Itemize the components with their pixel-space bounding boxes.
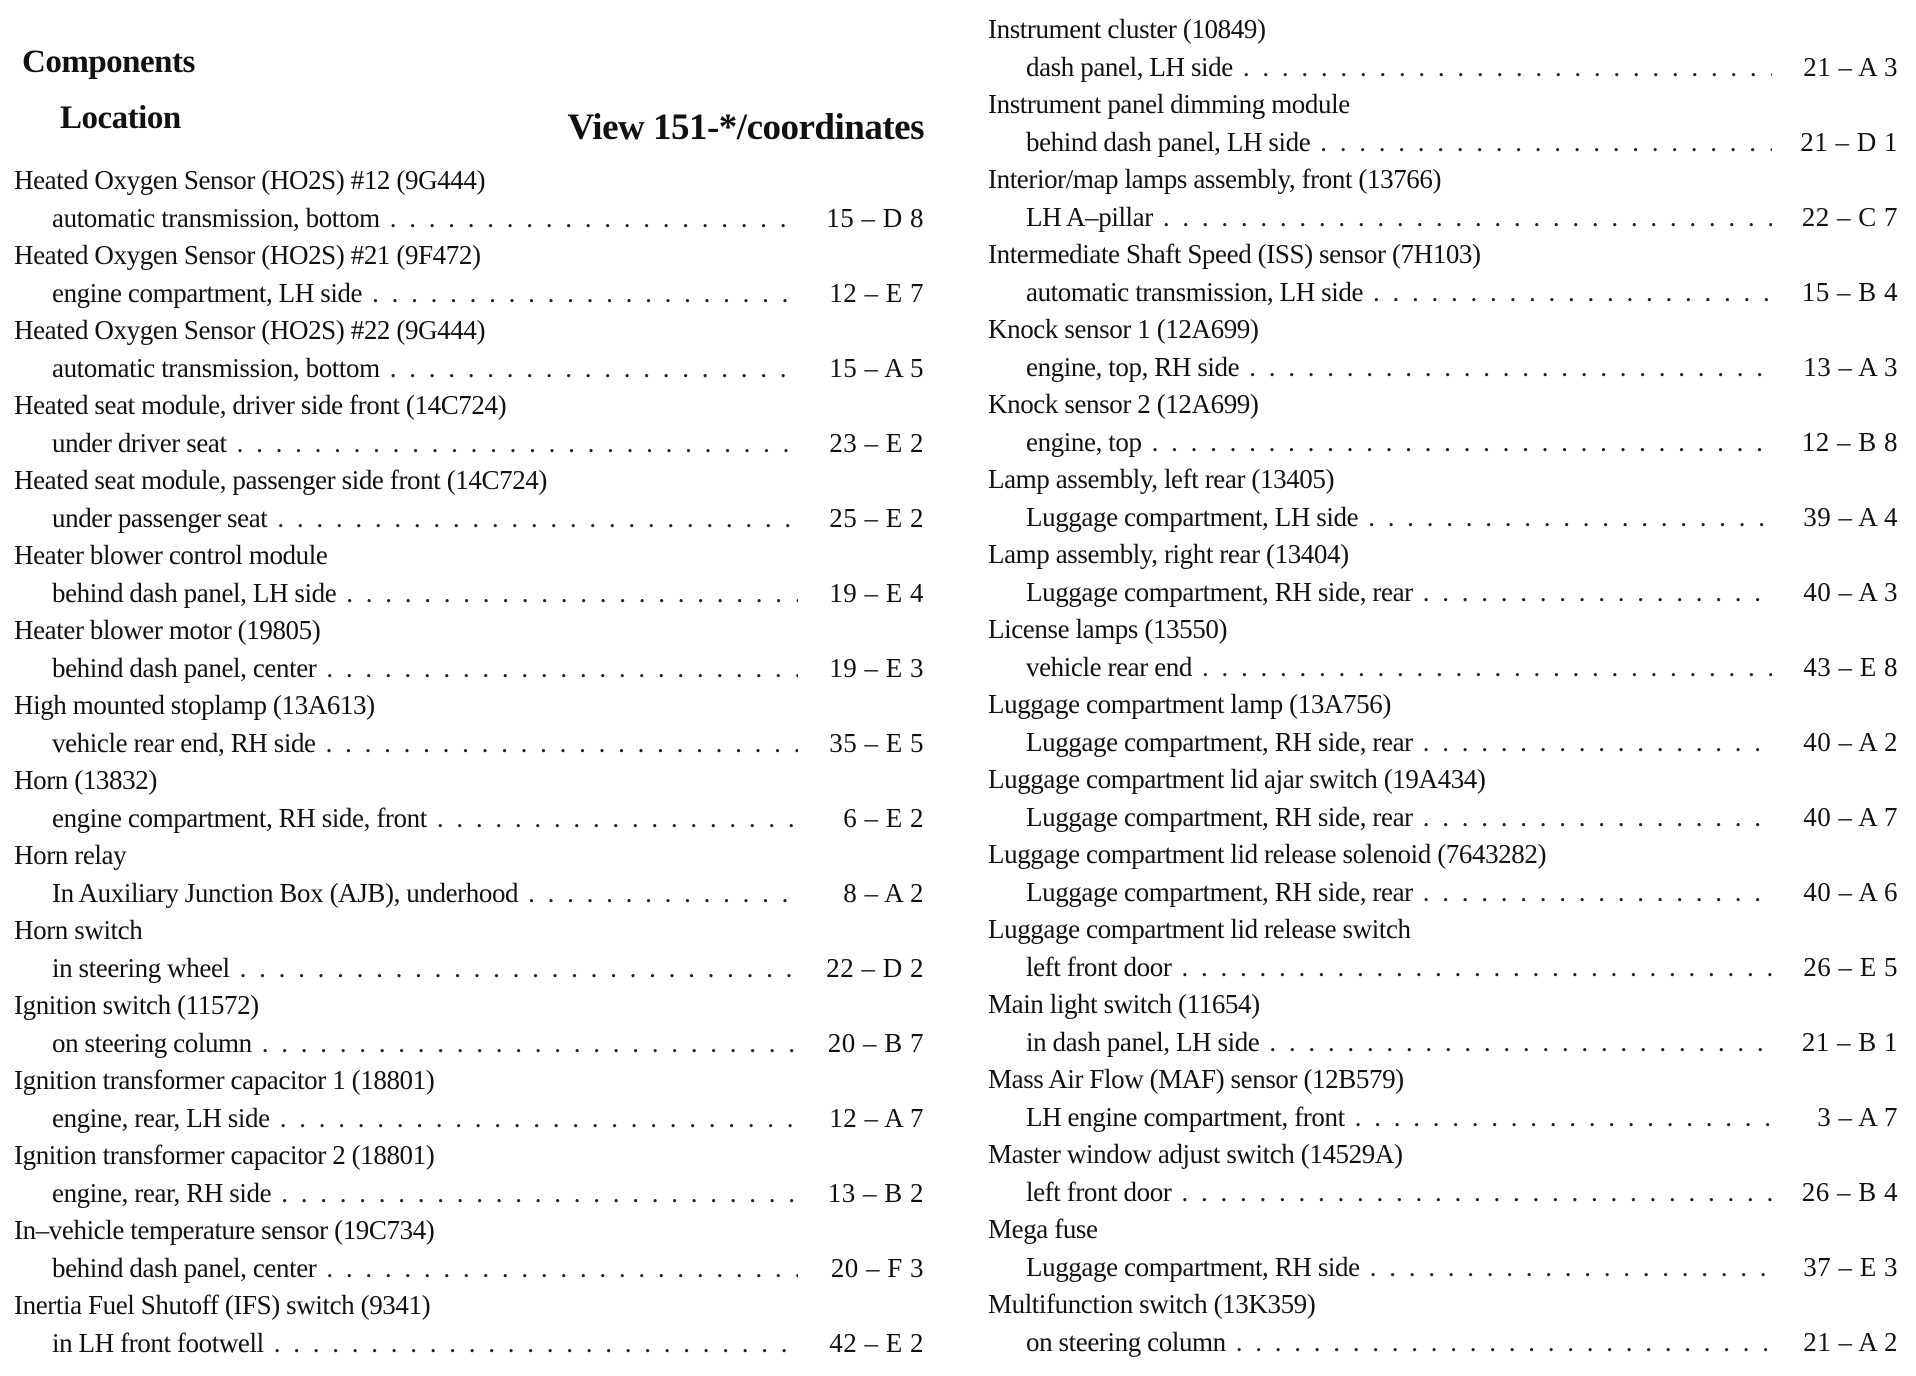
view-coordinate: 20 – B 7 [827, 1027, 924, 1058]
dot-leader [1355, 1099, 1772, 1137]
view-coordinate: 26 – B 4 [1801, 1176, 1898, 1207]
component-location: left front door [1026, 1176, 1172, 1207]
view-coordinate: 35 – E 5 [829, 727, 924, 758]
component-entry [988, 1136, 1898, 1211]
component-location-line [988, 874, 1898, 912]
component-name: Ignition switch (11572) [14, 990, 259, 1020]
component-location-line [988, 649, 1898, 687]
component-entry [988, 911, 1898, 986]
component-name: Horn (13832) [14, 765, 157, 795]
component-location-line [14, 500, 924, 538]
component-location-line [14, 1250, 924, 1288]
component-entry [988, 986, 1898, 1061]
component-name: Multifunction switch (13K359) [988, 1289, 1316, 1319]
dot-leader [372, 275, 798, 313]
component-name: Ignition transformer capacitor 2 (18801) [14, 1140, 435, 1170]
view-coordinate: 12 – E 7 [829, 277, 924, 308]
component-entry [14, 537, 924, 612]
component-location-line [988, 49, 1898, 87]
dot-leader [237, 425, 798, 463]
view-coordinate: 15 – B 4 [1801, 276, 1898, 307]
component-entry [988, 761, 1898, 836]
component-location-line [988, 1249, 1898, 1287]
component-location-line [14, 200, 924, 238]
dot-leader [1423, 799, 1772, 837]
component-name: Luggage compartment lid release switch [988, 914, 1411, 944]
left-entry-list [14, 162, 924, 1362]
dot-leader [1163, 199, 1772, 237]
component-entry [14, 687, 924, 762]
dot-leader [326, 1250, 798, 1288]
component-location-line [14, 425, 924, 463]
component-location-line [988, 199, 1898, 237]
component-entry [14, 762, 924, 837]
component-entry [988, 311, 1898, 386]
component-location-line [988, 949, 1898, 987]
component-name: In–vehicle temperature sensor (19C734) [14, 1215, 435, 1245]
component-location-line [14, 1100, 924, 1138]
view-coordinate: 12 – B 8 [1801, 426, 1898, 457]
component-location-line [988, 799, 1898, 837]
dot-leader [1152, 424, 1772, 462]
component-name: Heated Oxygen Sensor (HO2S) #22 (9G444) [14, 315, 486, 345]
component-location: Luggage compartment, RH side, rear [1026, 726, 1413, 757]
component-location: engine, rear, RH side [52, 1177, 272, 1208]
component-entry [14, 1137, 924, 1212]
dot-leader [274, 1325, 798, 1363]
component-entry [988, 11, 1898, 86]
component-entry [988, 86, 1898, 161]
component-name: Luggage compartment lamp (13A756) [988, 689, 1391, 719]
component-location-line [14, 1325, 924, 1363]
component-name: Heater blower control module [14, 540, 328, 570]
view-coordinate: 37 – E 3 [1803, 1251, 1898, 1282]
dot-leader [437, 800, 798, 838]
dot-leader [1181, 1174, 1772, 1212]
component-location-line [14, 1175, 924, 1213]
component-location-line [988, 724, 1898, 762]
component-location: engine compartment, LH side [52, 277, 363, 308]
component-entry [14, 462, 924, 537]
dot-leader [528, 875, 798, 913]
component-name: Mass Air Flow (MAF) sensor (12B579) [988, 1064, 1404, 1094]
component-name: Lamp assembly, left rear (13405) [988, 464, 1335, 494]
dot-leader [390, 200, 798, 238]
component-location: vehicle rear end [1026, 651, 1192, 682]
component-name: Knock sensor 2 (12A699) [988, 389, 1259, 419]
component-location-line [988, 1099, 1898, 1137]
component-location: Luggage compartment, LH side [1026, 501, 1359, 532]
view-coordinate: 8 – A 2 [843, 877, 924, 908]
component-name: Knock sensor 1 (12A699) [988, 314, 1259, 344]
component-name: Luggage compartment lid ajar switch (19A434) [988, 764, 1486, 794]
component-location-line [988, 424, 1898, 462]
component-entry [14, 1062, 924, 1137]
component-location-line [14, 350, 924, 388]
view-coordinate: 19 – E 3 [829, 652, 924, 683]
component-name: Heated Oxygen Sensor (HO2S) #12 (9G444) [14, 165, 486, 195]
view-coordinate: 23 – E 2 [829, 427, 924, 458]
view-coordinate: 21 – A 3 [1803, 51, 1898, 82]
dot-leader [1373, 274, 1772, 312]
component-name: Luggage compartment lid release solenoid (7643282) [988, 839, 1547, 869]
view-coordinate: 3 – A 7 [1817, 1101, 1898, 1132]
view-coordinate: 13 – B 2 [827, 1177, 924, 1208]
component-location: LH engine compartment, front [1026, 1101, 1345, 1132]
dot-leader [326, 650, 798, 688]
view-coordinate: 21 – D 1 [1800, 126, 1898, 157]
dot-leader [346, 575, 798, 613]
component-location: In Auxiliary Junction Box (AJB), underhood [52, 877, 519, 908]
component-location-line [988, 1024, 1898, 1062]
component-name: Instrument cluster (10849) [988, 14, 1266, 44]
component-name: Heater blower motor (19805) [14, 615, 321, 645]
component-name: Intermediate Shaft Speed (ISS) sensor (7H103) [988, 239, 1481, 269]
component-location: dash panel, LH side [1026, 51, 1233, 82]
component-location: Luggage compartment, RH side, rear [1026, 801, 1413, 832]
component-entry [988, 461, 1898, 536]
component-name: License lamps (13550) [988, 614, 1228, 644]
view-coordinate: 15 – D 8 [826, 202, 924, 233]
component-location: under passenger seat [52, 502, 268, 533]
component-name: Horn switch [14, 915, 143, 945]
dot-leader [1423, 574, 1772, 612]
view-coordinate: 43 – E 8 [1803, 651, 1898, 682]
component-location: engine, top [1026, 426, 1142, 457]
component-location-line [988, 574, 1898, 612]
view-coordinate: 25 – E 2 [829, 502, 924, 533]
dot-leader [1236, 1324, 1772, 1362]
component-location: Luggage compartment, RH side [1026, 1251, 1360, 1282]
component-name: Mega fuse [988, 1214, 1098, 1244]
component-entry [988, 386, 1898, 461]
component-location: vehicle rear end, RH side [52, 727, 316, 758]
view-coordinate: 19 – E 4 [829, 577, 924, 608]
component-entry [988, 1286, 1898, 1361]
component-location-line [14, 275, 924, 313]
component-location: in steering wheel [52, 952, 230, 983]
component-location: automatic transmission, LH side [1026, 276, 1364, 307]
component-location: automatic transmission, bottom [52, 352, 380, 383]
right-entry-list [988, 11, 1898, 1361]
component-entry [14, 387, 924, 462]
component-name: Horn relay [14, 840, 127, 870]
view-coordinate: 12 – A 7 [829, 1102, 924, 1133]
component-location: engine, rear, LH side [52, 1102, 270, 1133]
component-location-line [988, 124, 1898, 162]
component-location-line [14, 650, 924, 688]
location-column-header: Location [60, 100, 181, 136]
component-location: Luggage compartment, RH side, rear [1026, 876, 1413, 907]
dot-leader [1249, 349, 1772, 387]
component-entry [988, 236, 1898, 311]
dot-leader [1202, 649, 1772, 687]
component-location: on steering column [1026, 1326, 1226, 1357]
component-entry [988, 1061, 1898, 1136]
component-location-line [988, 1174, 1898, 1212]
component-name: Inertia Fuel Shutoff (IFS) switch (9341) [14, 1290, 431, 1320]
component-entry [988, 611, 1898, 686]
component-entry [14, 162, 924, 237]
component-name: Heated seat module, passenger side front (14C724) [14, 465, 547, 495]
component-location-line [14, 725, 924, 763]
component-location-line [14, 875, 924, 913]
component-entry [988, 536, 1898, 611]
view-coordinate: 40 – A 7 [1803, 801, 1898, 832]
component-location: automatic transmission, bottom [52, 202, 380, 233]
component-name: Master window adjust switch (14529A) [988, 1139, 1403, 1169]
component-name: Heated Oxygen Sensor (HO2S) #21 (9F472) [14, 240, 481, 270]
view-coordinate: 39 – A 4 [1803, 501, 1898, 532]
view-coordinate: 26 – E 5 [1803, 951, 1898, 982]
component-location: on steering column [52, 1027, 252, 1058]
component-location-line [988, 274, 1898, 312]
dot-leader [1368, 499, 1772, 537]
dot-leader [1269, 1024, 1772, 1062]
component-location-line [988, 1324, 1898, 1362]
component-location: Luggage compartment, RH side, rear [1026, 576, 1413, 607]
view-coordinate: 22 – D 2 [826, 952, 924, 983]
component-location: engine, top, RH side [1026, 351, 1240, 382]
dot-leader [240, 950, 798, 988]
view-coordinate: 40 – A 6 [1803, 876, 1898, 907]
view-coordinate: 13 – A 3 [1803, 351, 1898, 382]
component-entry [14, 1212, 924, 1287]
component-entry [988, 686, 1898, 761]
component-location-line [14, 800, 924, 838]
component-location: LH A–pillar [1026, 201, 1153, 232]
view-coordinate: 20 – F 3 [830, 1252, 924, 1283]
view-coordinate: 15 – A 5 [829, 352, 924, 383]
dot-leader [262, 1025, 798, 1063]
component-location: behind dash panel, LH side [52, 577, 337, 608]
component-location-line [988, 349, 1898, 387]
component-entry [14, 912, 924, 987]
component-location: behind dash panel, LH side [1026, 126, 1311, 157]
component-location: under driver seat [52, 427, 227, 458]
component-entry [14, 612, 924, 687]
component-entry [14, 237, 924, 312]
component-name: Instrument panel dimming module [988, 89, 1350, 119]
component-entry [988, 836, 1898, 911]
component-name: High mounted stoplamp (13A613) [14, 690, 375, 720]
component-entry [14, 987, 924, 1062]
view-coordinate: 40 – A 2 [1803, 726, 1898, 757]
dot-leader [1320, 124, 1772, 162]
component-location-line [14, 575, 924, 613]
component-entry [988, 161, 1898, 236]
view-coordinate: 42 – E 2 [829, 1327, 924, 1358]
component-location-line [14, 1025, 924, 1063]
component-name: Main light switch (11654) [988, 989, 1260, 1019]
dot-leader [1181, 949, 1772, 987]
component-location: engine compartment, RH side, front [52, 802, 427, 833]
dot-leader [390, 350, 798, 388]
view-coordinate: 40 – A 3 [1803, 576, 1898, 607]
component-location-line [988, 499, 1898, 537]
component-name: Ignition transformer capacitor 1 (18801) [14, 1065, 435, 1095]
component-location: behind dash panel, center [52, 652, 317, 683]
component-entry [14, 837, 924, 912]
component-name: Heated seat module, driver side front (14C724) [14, 390, 507, 420]
component-entry [14, 312, 924, 387]
dot-leader [1370, 1249, 1772, 1287]
dot-leader [281, 1175, 798, 1213]
component-location: in dash panel, LH side [1026, 1026, 1260, 1057]
component-location: behind dash panel, center [52, 1252, 317, 1283]
dot-leader [277, 500, 798, 538]
section-title: Components [22, 44, 195, 80]
view-coordinate: 21 – B 1 [1801, 1026, 1898, 1057]
component-name: Lamp assembly, right rear (13404) [988, 539, 1349, 569]
dot-leader [1423, 874, 1772, 912]
component-location: left front door [1026, 951, 1172, 982]
view-coordinate: 21 – A 2 [1803, 1326, 1898, 1357]
view-coordinate: 6 – E 2 [843, 802, 924, 833]
component-location: in LH front footwell [52, 1327, 264, 1358]
view-coordinates-column-header: View 151-*/coordinates [567, 107, 924, 148]
component-location-line [14, 950, 924, 988]
view-coordinate: 22 – C 7 [1801, 201, 1898, 232]
dot-leader [326, 725, 798, 763]
component-entry [14, 1287, 924, 1362]
dot-leader [1423, 724, 1772, 762]
component-name: Interior/map lamps assembly, front (13766) [988, 164, 1442, 194]
dot-leader [1243, 49, 1772, 87]
component-entry [988, 1211, 1898, 1286]
dot-leader [280, 1100, 798, 1138]
